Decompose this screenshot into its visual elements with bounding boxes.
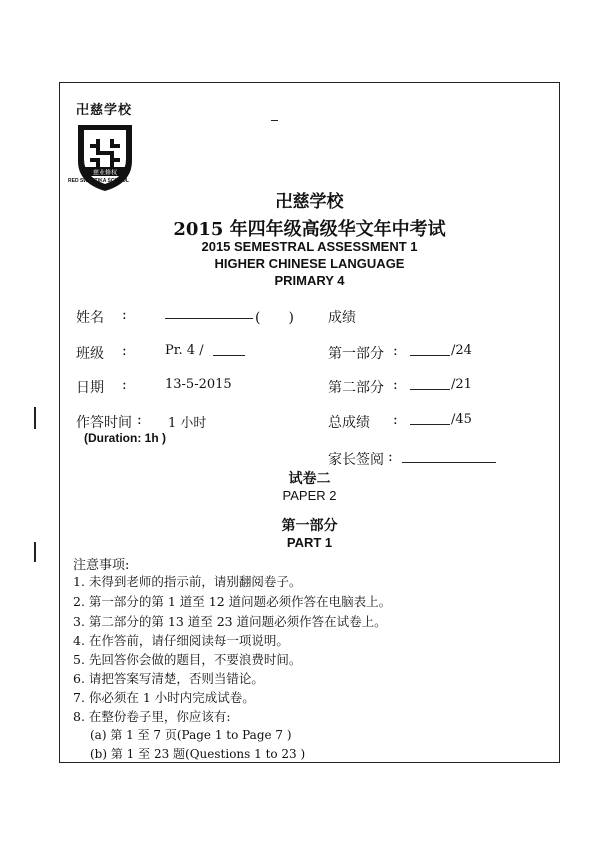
register-number-field[interactable]: ( ) (255, 310, 294, 326)
time-label: 作答时间 (76, 415, 132, 431)
instructions-heading: 注意事项: (73, 558, 130, 573)
class-field[interactable] (213, 355, 245, 356)
total-score-label: 总成绩 (328, 415, 370, 431)
part1-score-field[interactable] (410, 355, 450, 356)
name-label: 姓名 (76, 310, 104, 326)
name-colon: : (122, 307, 127, 323)
total-score-field[interactable] (410, 424, 450, 425)
instruction-sub-b: (b) 第 1 至 23 题(Questions 1 to 23 ) (90, 747, 306, 761)
logo-text: 卍慈学校 (76, 103, 133, 118)
part1-score-total: /24 (451, 343, 472, 358)
part-title-en: PART 1 (286, 535, 333, 550)
scan-mark (34, 542, 36, 562)
parent-signature-field[interactable] (402, 462, 496, 463)
class-label: 班级 (76, 346, 104, 362)
class-colon: : (122, 343, 127, 359)
instruction-item: 8. 在整份卷子里，你应该有: (73, 709, 231, 724)
date-colon: : (122, 377, 127, 393)
level-title: PRIMARY 4 (274, 273, 345, 288)
parent-colon: : (388, 449, 393, 465)
exam-title-en: 2015 SEMESTRAL ASSESSMENT 1 (201, 239, 418, 254)
logo-caption: RED SWASTIKA SCHOOL (68, 178, 129, 184)
instruction-item: 6. 请把答案写清楚，否则当错论。 (73, 671, 264, 686)
name-field[interactable] (165, 318, 253, 319)
instruction-item: 1. 未得到老师的指示前，请别翻阅卷子。 (73, 574, 302, 589)
school-name: 卍慈学校 (275, 192, 344, 212)
part1-score-label: 第一部分 (328, 346, 384, 362)
instruction-item: 7. 你必须在 1 小时内完成试卷。 (73, 690, 255, 705)
instruction-sub-a: (a) 第 1 至 7 页(Page 1 to Page 7 ) (90, 728, 292, 742)
paper-title-en: PAPER 2 (282, 488, 337, 503)
total-score-total: /45 (451, 412, 472, 427)
part-title-cn: 第一部分 (281, 518, 338, 534)
subject-title: HIGHER CHINESE LANGUAGE (214, 256, 405, 271)
scan-mark (34, 407, 36, 429)
instruction-item: 4. 在作答前，请仔细阅读每一项说明。 (73, 633, 289, 648)
exam-title-cn: 2015 年四年级高级华文年中考试 (173, 219, 446, 240)
paper-title-cn: 试卷二 (288, 471, 331, 487)
time-colon: : (137, 412, 142, 428)
part1-colon: : (393, 343, 398, 359)
date-label: 日期 (76, 380, 104, 396)
time-value: 1 小时 (168, 416, 207, 431)
part2-score-label: 第二部分 (328, 380, 384, 396)
instruction-item: 5. 先回答你会做的题目，不要浪费时间。 (73, 652, 302, 667)
instruction-item: 2. 第一部分的第 1 道至 12 道问题必须作答在电脑表上。 (73, 594, 392, 609)
part2-colon: : (393, 377, 398, 393)
parent-signature-label: 家长签阅 (328, 452, 384, 468)
scan-mark (271, 120, 278, 121)
part2-score-field[interactable] (410, 389, 450, 390)
date-value: 13-5-2015 (165, 377, 232, 392)
logo-motto: 慈业修权 (92, 169, 118, 177)
class-value: Pr. 4 / (165, 343, 204, 358)
part2-score-total: /21 (451, 377, 472, 392)
score-label: 成绩 (328, 310, 356, 326)
total-colon: : (393, 412, 398, 428)
instruction-item: 3. 第二部分的第 13 道至 23 道问题必须作答在试卷上。 (73, 614, 387, 629)
duration-en: (Duration: 1h ) (84, 431, 166, 445)
